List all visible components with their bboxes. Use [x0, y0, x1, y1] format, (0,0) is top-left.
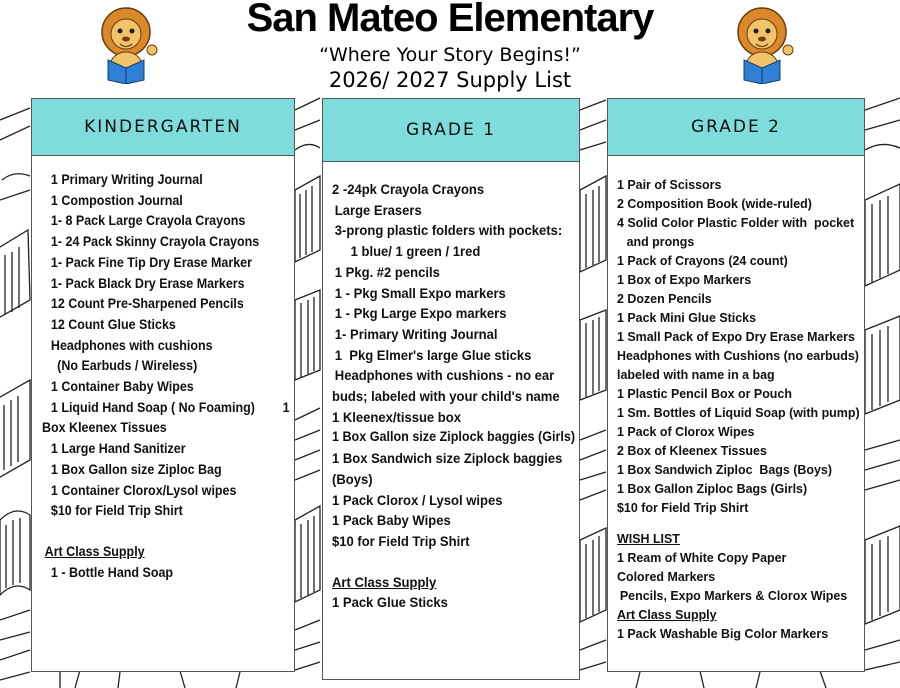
list-item: 1 Box of Expo Markers [617, 272, 752, 287]
list-item: 1 Box Gallon size Ziploc Bag [50, 460, 222, 477]
list-item: 1 blue/ 1 green / 1red [350, 243, 481, 260]
kindergarten-heading: KINDERGARTEN [32, 99, 294, 156]
list-item: 1- 8 Pack Large Crayola Crayons [50, 212, 246, 229]
list-item: 1- 24 Pack Skinny Crayola Crayons [50, 233, 260, 250]
list-item: 1 Pkg. #2 pencils [334, 263, 440, 280]
grade2-column [607, 98, 865, 672]
list-item: labeled with name in a bag [617, 367, 775, 382]
list-item: 12 Count Glue Sticks [50, 315, 176, 332]
page-header [0, 0, 900, 100]
kindergarten-column [31, 98, 295, 672]
list-item: $10 for Field Trip Shirt [617, 500, 749, 515]
list-item: buds; labeled with your child's name [332, 388, 560, 405]
grade2-heading: GRADE 2 [608, 99, 864, 156]
list-item: 1 Large Hand Sanitizer [50, 440, 186, 457]
list-item: 12 Count Pre-Sharpened Pencils [50, 295, 244, 312]
list-item: Box Kleenex Tissues [42, 419, 167, 436]
list-item: 1 Box Gallon Ziploc Bags (Girls) [617, 481, 808, 496]
list-item: 1- Pack Black Dry Erase Markers [50, 274, 245, 291]
list-item: Headphones with cushions - no ear [334, 367, 555, 384]
list-item: 1 Pack Baby Wipes [332, 512, 451, 529]
list-item: 2 Composition Book (wide-ruled) [617, 196, 812, 211]
list-item: 1 Pair of Scissors [617, 177, 722, 192]
list-item: $10 for Field Trip Shirt [50, 502, 183, 519]
list-item: 1 Primary Writing Journal [50, 171, 203, 187]
list-item: $10 for Field Trip Shirt [332, 532, 470, 549]
list-item: 1 Container Baby Wipes [50, 378, 194, 395]
list-item: 1 Pack Clorox / Lysol wipes [332, 491, 503, 508]
list-item: 2 Dozen Pencils [617, 291, 712, 306]
art-class-heading: Art Class Supply [44, 542, 145, 559]
supply-list-title: 2026/ 2027 Supply List [328, 68, 572, 92]
list-item: 2 Box of Kleenex Tissues [617, 443, 767, 458]
list-item: 1 Pack Mini Glue Sticks [617, 310, 756, 325]
list-item: 1 Box Gallon size Ziplock baggies (Girls) [332, 429, 576, 445]
list-item: 1 Liquid Hand Soap ( No Foaming) 1 [50, 398, 290, 415]
list-item: 4 Solid Color Plastic Folder with pocket [617, 215, 855, 230]
list-item: 1 Pack of Crayons (24 count) [617, 253, 788, 268]
list-item: 1 Small Pack of Expo Dry Erase Markers [617, 329, 855, 344]
list-item: 1 Sm. Bottles of Liquid Soap (with pump) [617, 405, 860, 420]
list-item: 1 Plastic Pencil Box or Pouch [617, 386, 792, 401]
grade1-heading: GRADE 1 [323, 99, 579, 162]
list-item: 1 Box Sandwich Ziploc Bags (Boys) [617, 462, 832, 477]
list-item: Headphones with Cushions (no earbuds) [617, 348, 859, 363]
list-item: 1- Primary Writing Journal [334, 325, 498, 342]
list-item: 1 Ream of White Copy Paper [617, 550, 787, 565]
school-name: San Mateo Elementary [246, 0, 654, 40]
list-item: (Boys) [332, 470, 373, 487]
list-item: 1 Pkg Elmer's large Glue sticks [334, 346, 532, 363]
tagline: “Where Your Story Begins!” [319, 44, 581, 66]
grade2-supply-list [617, 175, 860, 643]
list-item: 1 - Bottle Hand Soap [50, 563, 174, 580]
grade1-supply-list [332, 179, 576, 613]
list-item: 1 Box Sandwich size Ziplock baggies [332, 450, 563, 467]
list-item: (No Earbuds / Wireless) [57, 357, 198, 374]
list-item: 1 Kleenex/tissue box [332, 408, 461, 425]
list-item: 1 Pack of Clorox Wipes [617, 424, 755, 439]
list-item: 1 - Pkg Small Expo markers [334, 284, 506, 301]
wish-list-heading: WISH LIST [617, 531, 680, 546]
list-item: 2 -24pk Crayola Crayons [332, 181, 485, 197]
list-item: and prongs [626, 234, 695, 249]
kindergarten-supply-list [42, 169, 290, 582]
list-item: Pencils, Expo Markers & Clorox Wipes [619, 588, 848, 603]
art-class-heading: Art Class Supply [617, 607, 717, 622]
list-item: 1- Pack Fine Tip Dry Erase Marker [50, 253, 252, 270]
art-class-heading: Art Class Supply [332, 573, 437, 590]
list-item: 1 Container Clorox/Lysol wipes [50, 481, 237, 498]
list-item: 1 Compostion Journal [50, 191, 183, 208]
list-item: Colored Markers [617, 569, 716, 584]
list-item: Large Erasers [334, 201, 422, 218]
grade1-column [322, 98, 580, 680]
list-item: 1 Pack Glue Sticks [332, 594, 448, 611]
list-item: 1 Pack Washable Big Color Markers [617, 626, 829, 641]
lion-mascot-reading-icon [722, 4, 802, 84]
list-item: 3-prong plastic folders with pockets: [334, 222, 563, 239]
list-item: Headphones with cushions [50, 336, 213, 353]
list-item: 1 - Pkg Large Expo markers [334, 305, 507, 322]
